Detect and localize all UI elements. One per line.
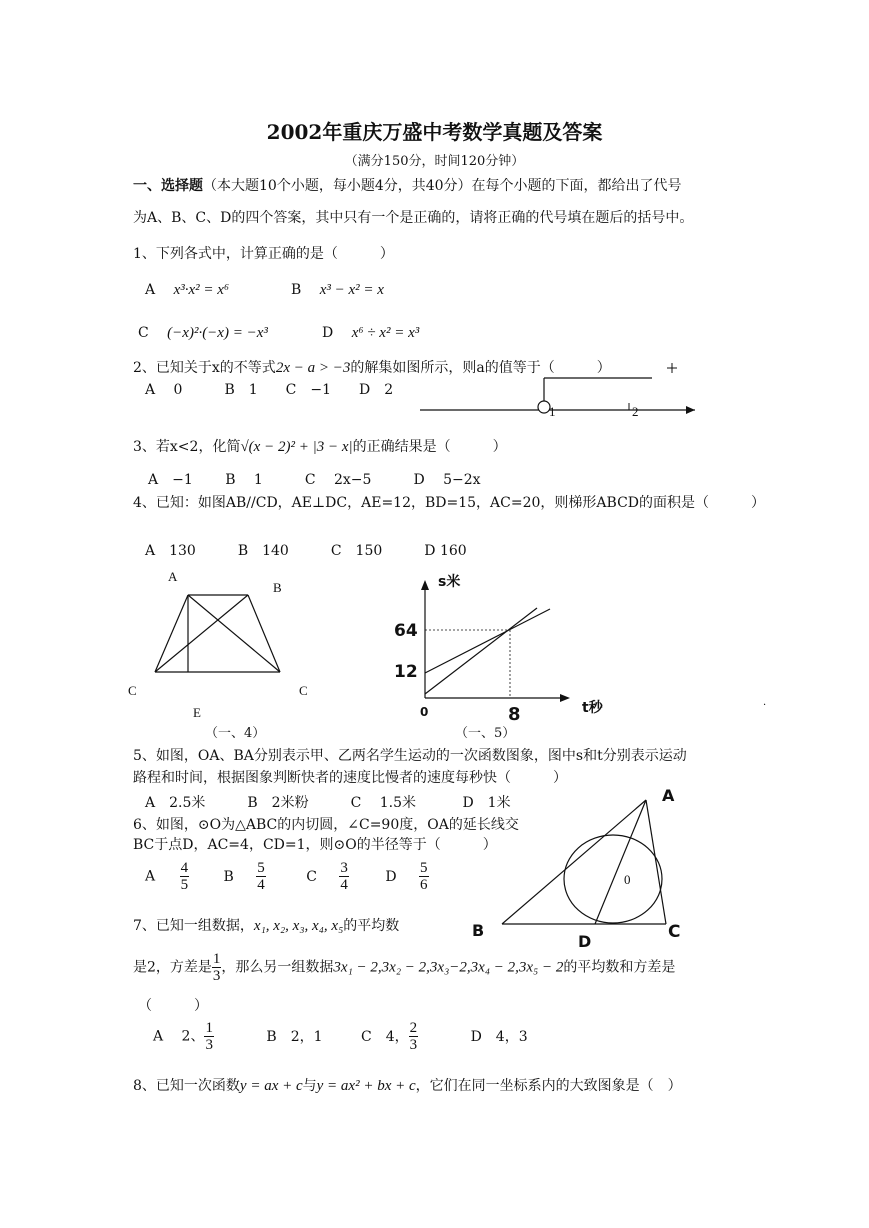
q5-tick-8: 8 xyxy=(508,704,521,725)
q1-b-expr: x³ − x² = x xyxy=(319,282,384,298)
q2-options: A 0 B 1 C −1 D 2 xyxy=(145,382,394,398)
q7-line2 xyxy=(133,951,675,984)
section-intro-line2: 为A、B、C、D的四个答案，其中只有一个是正确的，请将正确的代号填在题后的括号中。 xyxy=(133,210,694,226)
q4-label-b: B xyxy=(273,580,282,595)
q6-label-a: A xyxy=(662,786,675,805)
q7-bracket: （ ） xyxy=(138,998,208,1014)
q7-a-label: A 2、 xyxy=(153,1028,205,1045)
q6-c-label: C xyxy=(306,868,317,885)
q7-stem-a: 7、已知一组数据， xyxy=(133,918,254,934)
q4-caption: （一、4） xyxy=(205,726,266,741)
q1-a-expr: x³·x² = x⁶ xyxy=(173,282,230,298)
segment-ac xyxy=(646,800,666,924)
q5-origin: 0 xyxy=(420,705,429,719)
q7-variance-fraction: $\frac{1}{3}$ xyxy=(212,951,221,984)
q1-stem: 1、下列各式中，计算正确的是（ ） xyxy=(133,246,394,262)
q6-c-fraction: $\frac{3}{4}$ xyxy=(340,860,348,893)
q6-b-label: B xyxy=(223,868,234,885)
q6-stem-b: BC于点D，AC=4，CD=1，则⊙O的半径等于（ ） xyxy=(133,837,497,853)
q8-stem-b: ，它们在同一坐标系内的大致图象是（ ） xyxy=(415,1078,682,1094)
q1-d-label: D xyxy=(322,325,334,341)
q5-tick-64: 64 xyxy=(394,621,418,641)
q7-data: x₁, x₂, x₃, x₄, x₅ xyxy=(253,918,344,934)
q5-options: A 2.5米 B 2米粉 C 1.5米 D 1米 xyxy=(145,795,511,811)
q2-stem-b: 的解集如图所示，则a的值等于（ ） xyxy=(350,360,611,376)
q6-d-label: D xyxy=(385,868,397,885)
q8-stem xyxy=(133,1077,682,1095)
q7-line2-b: ，那么另一组数据 xyxy=(221,959,334,976)
q2-tick1-label: 1 xyxy=(549,404,556,419)
q7-c-label: C 4， xyxy=(360,1028,409,1045)
q4-label-c-left: C xyxy=(128,683,137,698)
q1-a-label: A xyxy=(145,282,156,298)
q7-stem xyxy=(133,917,399,935)
q6-label-c: C xyxy=(668,922,681,942)
q6-label-d: D xyxy=(578,932,592,951)
q7-d-option: D 4，3 xyxy=(470,1028,528,1045)
q7-c-fraction: $\frac{2}{3}$ xyxy=(409,1020,418,1053)
q4-label-c-right: C xyxy=(299,683,308,698)
q4-label-a: A xyxy=(168,569,178,584)
q3-stem-b: 的正确结果是（ ） xyxy=(352,439,507,455)
q1-c-expr: (−x)²·(−x) = −x³ xyxy=(167,325,268,341)
q1-d-expr: x⁶ ÷ x² = x³ xyxy=(351,325,420,341)
stray-dot: · xyxy=(763,700,767,711)
page-subtitle: （满分150分，时间120分钟） xyxy=(344,154,525,169)
q7-data2: 3x₁ − 2,3x₂ − 2,3x₃−2,3x₄ − 2,3x₅ − 2 xyxy=(333,959,564,976)
q7-line2-c: 的平均数和方差是 xyxy=(563,959,676,976)
q1-c-label: C xyxy=(138,325,149,341)
q8-stem-a: 8、已知一次函数 xyxy=(133,1078,240,1094)
segment-ad xyxy=(595,800,646,924)
q7-line2-a: 是2，方差是 xyxy=(133,959,212,976)
section-intro-a: （本大题10个小题，每小题4分，共40分）在每个小题的下面，都给出了代号 xyxy=(203,178,682,194)
q7-options xyxy=(153,1020,528,1053)
q4-label-e: E xyxy=(193,705,201,720)
q2-tick2-label: 2 xyxy=(632,404,639,419)
page-title: 2002年重庆万盛中考数学真题及答案 xyxy=(266,120,603,144)
q5-tick-12: 12 xyxy=(394,662,418,682)
q3-stem-a: 3、若x<2，化简 xyxy=(133,439,241,455)
q6-label-b: B xyxy=(472,921,485,940)
q5-ylabel: s米 xyxy=(438,574,461,590)
q2-expr: 2x − a > −3 xyxy=(275,360,351,376)
q5-caption: （一、5） xyxy=(455,726,516,741)
q7-b-option: B 2，1 xyxy=(266,1028,323,1045)
q8-f1: y = ax + c xyxy=(239,1078,303,1094)
q4-options: A 130 B 140 C 150 D 160 xyxy=(145,543,467,559)
q6-a-label: A xyxy=(145,868,156,885)
section-heading: 一、选择题 xyxy=(133,178,203,194)
q6-a-fraction: $\frac{4}{5}$ xyxy=(180,860,189,893)
q5-xlabel: t秒 xyxy=(582,700,603,716)
q5-stem-b: 路程和时间，根据图象判断快者的速度比慢者的速度每秒快（ ） xyxy=(133,770,567,786)
q8-f2: y = ax² + bx + c xyxy=(316,1078,416,1094)
q3-expr: √(x − 2)² + |3 − x| xyxy=(240,439,353,455)
q6-stem-a: 6、如图，⊙O为△ABC的内切圆，∠C=90度，OA的延长线交 xyxy=(133,817,519,833)
q1-b-label: B xyxy=(291,282,302,298)
q6-d-fraction: $\frac{5}{6}$ xyxy=(420,860,428,893)
q2-stem-a: 2、已知关于x的不等式 xyxy=(133,360,276,376)
q3-options: A −1 B 1 C 2x−5 D 5−2x xyxy=(148,472,481,488)
q5-stem-a: 5、如图，OA、BA分别表示甲、乙两名学生运动的一次函数图象，图中s和t分别表示运动 xyxy=(133,748,687,764)
q7-a-fraction: $\frac{1}{3}$ xyxy=(205,1020,213,1053)
q6-label-o: 0 xyxy=(624,872,631,887)
q6-b-fraction: $\frac{5}{4}$ xyxy=(257,860,265,893)
q4-stem: 4、已知：如图AB//CD，AE⊥DC，AE=12，BD=15，AC=20，则梯形ABCD的面积是（ ） xyxy=(133,495,766,511)
q7-stem-b: 的平均数 xyxy=(343,918,400,934)
q8-mid: 与 xyxy=(302,1078,317,1094)
